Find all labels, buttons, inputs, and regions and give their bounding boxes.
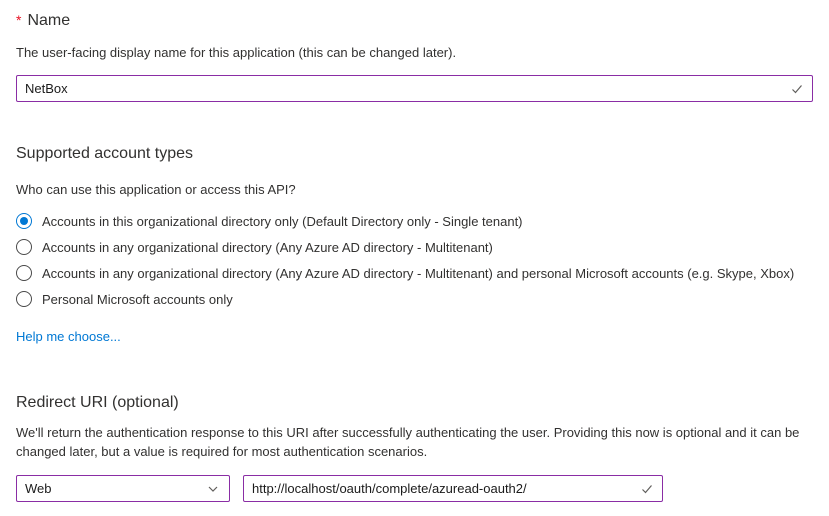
name-input[interactable]: [16, 75, 813, 102]
platform-dropdown[interactable]: [16, 475, 230, 502]
required-asterisk: *: [16, 12, 22, 28]
radio-option-label: Accounts in this organizational directory only (Default Directory only - Single tenant): [42, 213, 523, 229]
platform-dropdown-value: Web: [25, 481, 52, 496]
redirect-uri-description: We'll return the authentication response to this URI after successfully authenticating the user. Providing this now is optional and it can be changed later, but a value is required for most authentication scenarios.: [16, 425, 800, 459]
account-types-question: Who can use this application or access this API?: [16, 182, 296, 197]
name-input-wrap: [16, 75, 813, 102]
redirect-uri-title: Redirect URI (optional): [16, 394, 179, 411]
name-description: The user-facing display name for this application (this can be changed later).: [16, 45, 457, 60]
radio-option-multitenant-personal[interactable]: [16, 260, 813, 286]
radio-option-label: Personal Microsoft accounts only: [42, 291, 233, 307]
radio-option-label: Accounts in any organizational directory (Any Azure AD directory - Multitenant): [42, 239, 493, 255]
radio-option-personal-only[interactable]: [16, 286, 813, 312]
redirect-uri-input-wrap: [243, 475, 663, 502]
radio-option-multitenant[interactable]: [16, 234, 813, 260]
radio-button-icon: [16, 291, 32, 307]
name-label: Name: [27, 12, 71, 29]
redirect-uri-controls: [16, 475, 813, 502]
chevron-down-icon: [205, 481, 221, 497]
radio-button-icon: [16, 239, 32, 255]
account-types-radio-group: [16, 208, 813, 312]
radio-option-label: Accounts in any organizational directory (Any Azure AD directory - Multitenant) and personal Microsoft accounts (e.g. Skype, Xbox): [42, 265, 795, 281]
account-types-title: Supported account types: [16, 145, 194, 162]
redirect-uri-input[interactable]: [243, 475, 663, 502]
name-section-title: [16, 10, 813, 31]
radio-button-icon: [16, 265, 32, 281]
radio-option-single-tenant[interactable]: [16, 208, 813, 234]
radio-button-icon: [16, 213, 32, 229]
help-me-choose-link[interactable]: Help me choose...: [16, 329, 121, 344]
